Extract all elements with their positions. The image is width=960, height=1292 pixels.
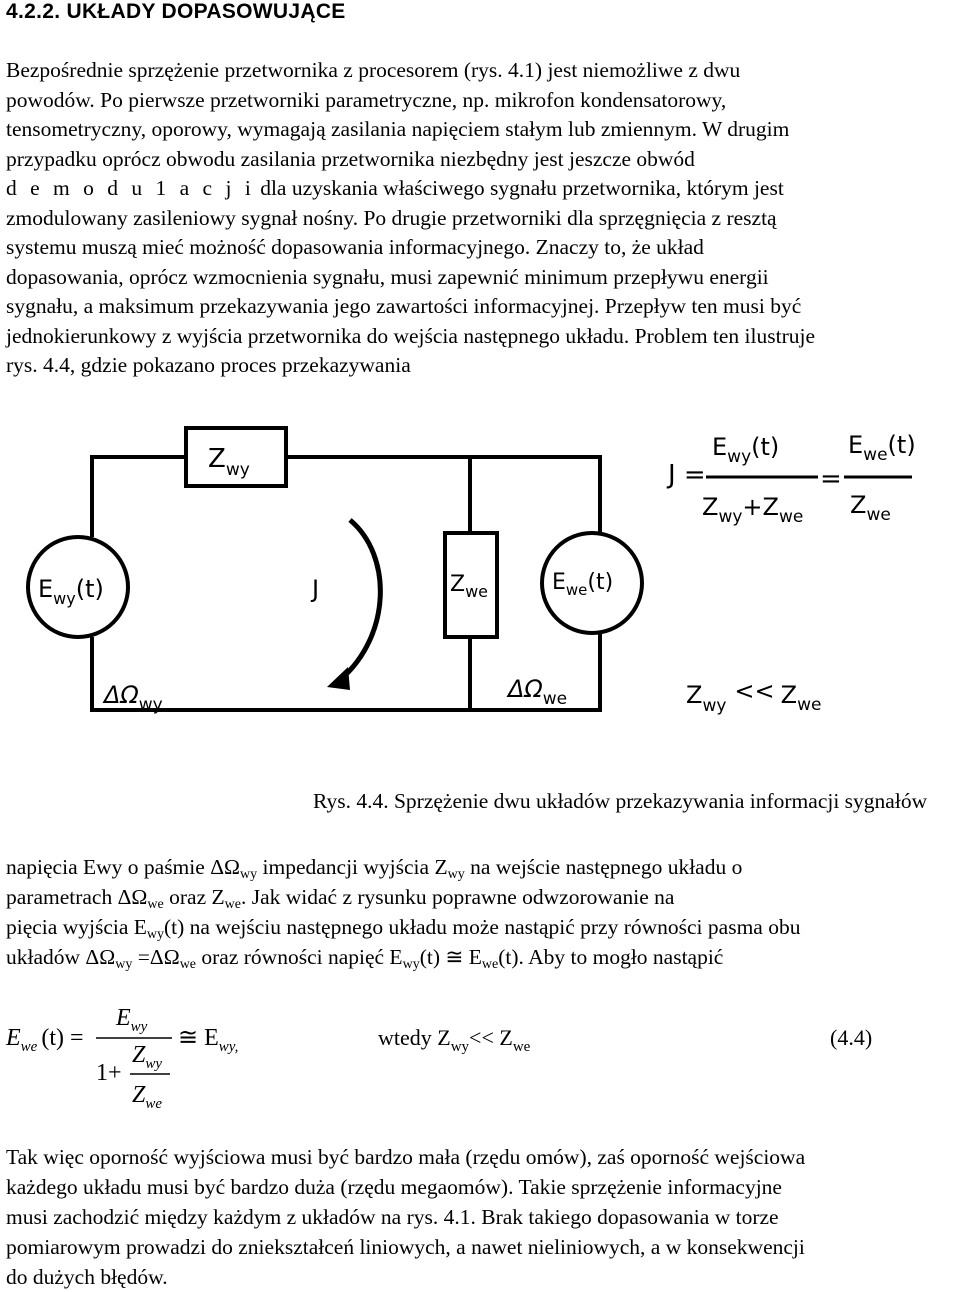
subscript: we — [481, 957, 499, 972]
text-line: Bezpośrednie sprzężenie przetwornika z procesorem (rys. 4.1) jest niemożliwe z dwu — [6, 58, 741, 82]
symbol: ΔΩ — [149, 945, 180, 969]
text-line: systemu muszą mieć możność dopasowania informacyjnego. Znaczy to, że układ — [6, 235, 704, 259]
text-span: (t) na wejściu następnego układu może nastąpić przy równości pasma obu — [164, 915, 801, 939]
text-line: rys. 4.4, gdzie pokazano proces przekazywania — [6, 353, 411, 377]
delta-omega-wy: $\Delta\Omega_{wy}$ — [104, 681, 163, 715]
subscript: wy — [115, 957, 133, 972]
delta-omega-we: $\Delta\Omega_{we}$ — [508, 675, 568, 709]
eq-den-one: 1+ — [96, 1060, 122, 1086]
text-span: na wejście następnego układu o — [464, 855, 743, 879]
text-line: pomiarowym prowadzi do zniekształceń liniowych, a nawet nieliniowych, a w konsekwencji — [6, 1235, 805, 1259]
text-span: (t) ≅ E — [419, 945, 482, 969]
body-paragraph — [6, 852, 956, 972]
subscript: wy — [146, 927, 165, 942]
current-arrow-head — [327, 667, 350, 690]
text-span: napięcia Ewy o paśmie — [6, 855, 211, 879]
text-span: oraz Z — [163, 885, 225, 909]
text-line: musi zachodzić między każdym z układów na rys. 4.1. Brak takiego dopasowania w torze — [6, 1205, 779, 1229]
spaced-word: d e m o d u 1 a c j i — [6, 176, 255, 200]
text-line: sygnału, a maksimum przekazywania jego zawartości informacyjnej. Przepływ ten musi być — [6, 294, 802, 318]
text-span: pięcia wyjścia E — [6, 915, 147, 939]
text-line — [6, 882, 956, 912]
text-line — [6, 174, 960, 204]
eq-number: (4.4) — [830, 1025, 873, 1050]
figure-caption: Rys. 4.4. Sprzężenie dwu układów przekazywania informacji sygnałów — [313, 789, 928, 813]
text-line: każdego układu musi być bardzo duża (rzędu megaomów). Takie sprzężenie informacyjne — [6, 1175, 782, 1199]
formula-j: J = — [668, 460, 706, 490]
text-span: parametrach — [6, 885, 118, 909]
eq-lhs: $E_{we}$ (t) = — [6, 1025, 84, 1055]
eq-numerator: $E_{wy}$ — [116, 1005, 148, 1035]
text-line — [6, 852, 956, 882]
ewy-label: $E_{wy}(t)$ — [38, 575, 104, 608]
eq-inner-den: $Z_{we}$ — [132, 1082, 163, 1112]
zwe-label: $Z_{we}$ — [450, 572, 489, 601]
text-line: tensometryczny, oporowy, wymagają zasilania napięciem stałym lub zmiennym. W drugim — [6, 117, 790, 141]
subscript: wy — [240, 867, 258, 882]
text-line: zmodulowany zasileniowy sygnał nośny. Po drugie przetworniki dla sprzęgnięcia z resztą — [6, 205, 777, 230]
text-line: powodów. Po pierwsze przetworniki parametryczne, np. mikrofon kondensatorowy, — [6, 87, 727, 112]
eq-approx: ≅ $E_{wy,}$ — [178, 1025, 239, 1055]
text-span: = — [132, 945, 150, 969]
text-span: impedancji wyjścia Z — [257, 855, 448, 879]
text-span: (t). Aby to mogło nastąpić — [498, 945, 724, 969]
text-line: dopasowania, oprócz wzmocnienia sygnału, musi zapewnić minimum przepływu energii — [6, 264, 769, 289]
intro-paragraph — [6, 56, 960, 381]
eq-inner-num: $Z_{wy}$ — [132, 1042, 163, 1072]
section-heading: 4.2.2. UKŁADY DOPASOWUJĄCE — [6, 0, 346, 23]
subscript: we — [147, 897, 164, 912]
subscript: wy — [447, 867, 465, 882]
text-span: . Jak widać z rysunku poprawne odwzorowanie na — [240, 885, 675, 909]
text-line — [6, 912, 956, 942]
formula-num2: $E_{we}(t)$ — [848, 431, 916, 465]
formula-eq: = — [820, 464, 842, 494]
formula-den2: $Z_{we}$ — [850, 491, 891, 525]
subscript: we — [179, 957, 197, 972]
formula-den1: $Z_{wy}+Z_{we}$ — [702, 493, 804, 527]
subscript: we — [224, 897, 241, 912]
eq-condition: wtedy $Z_{wy}<< Z_{we}$ — [378, 1025, 531, 1055]
current-arc — [340, 520, 380, 680]
symbol: ΔΩ — [85, 945, 116, 969]
text-span: układów — [6, 945, 86, 969]
text-span: dla uzyskania właściwego sygnału przetwornika, którym jest — [254, 176, 784, 200]
wire-top — [92, 457, 186, 537]
text-line: przypadku oprócz obwodu zasilania przetwornika niezbędny jest jeszcze obwód — [6, 146, 695, 171]
wire-top-right — [286, 457, 600, 533]
text-span: oraz równości napięć E — [196, 945, 403, 969]
current-j-label: J — [312, 575, 320, 603]
subscript: wy — [402, 957, 420, 972]
zwy-label: $Z_{wy}$ — [208, 444, 250, 480]
symbol: ΔΩ — [117, 885, 148, 909]
condition-label: $Z_{wy}<< Z_{we}$ — [686, 677, 822, 716]
formula-num1: $E_{wy}(t)$ — [712, 433, 780, 467]
closing-paragraph — [6, 1142, 956, 1292]
ewe-label: $E_{we}(t)$ — [552, 570, 614, 599]
symbol: ΔΩ — [210, 855, 240, 879]
equation-4-4 — [0, 1000, 960, 1120]
text-line: do dużych błędów. — [6, 1265, 168, 1289]
text-line — [6, 942, 956, 972]
text-line: Tak więc oporność wyjściowa musi być bardzo mała (rzędu omów), zaś oporność wejściowa — [6, 1145, 806, 1169]
text-line: jednokierunkowy z wyjścia przetwornika do wejścia następnego układu. Problem ten ilustruje — [6, 323, 816, 348]
circuit-figure — [0, 405, 960, 765]
